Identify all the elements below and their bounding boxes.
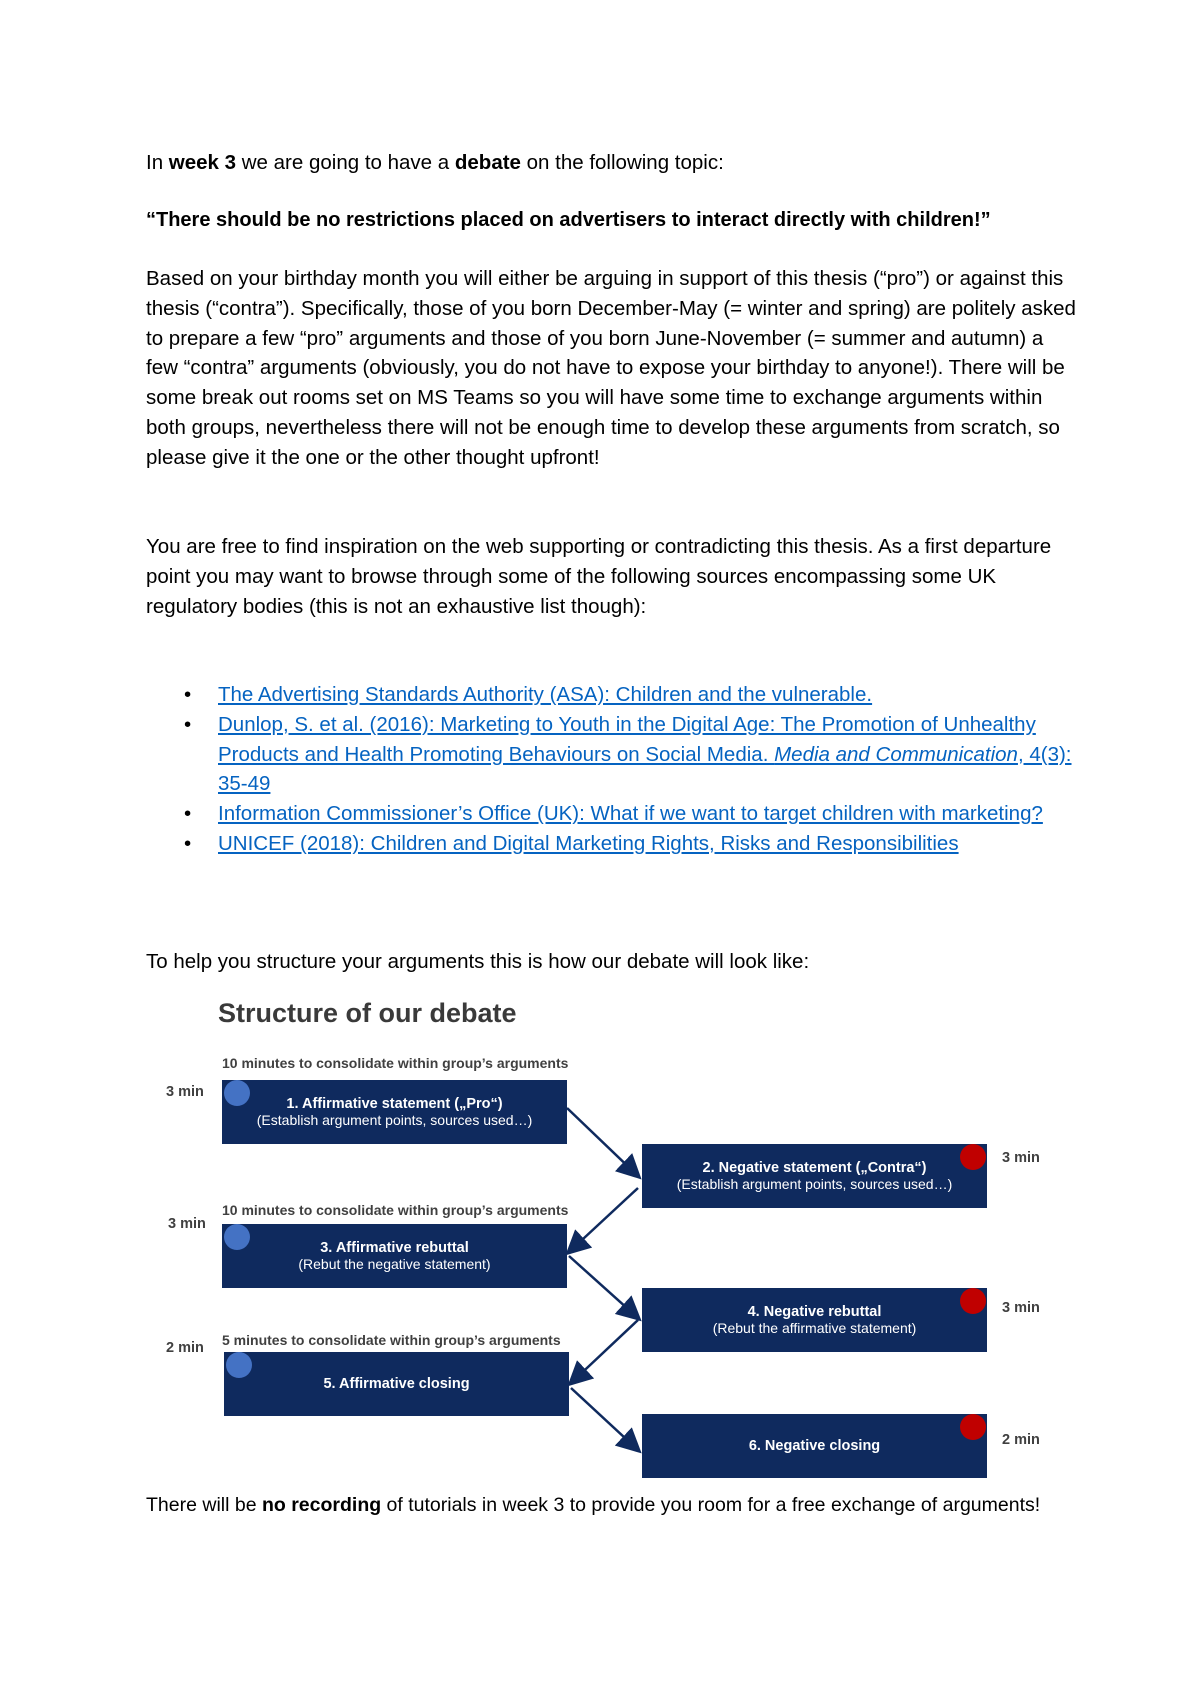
- step-3-title: 3. Affirmative rebuttal: [320, 1240, 469, 1256]
- contra-marker-icon: [960, 1288, 986, 1314]
- step-6-duration: 2 min: [1002, 1432, 1040, 1448]
- arrow-4-to-5: [571, 1320, 638, 1383]
- link-ico-text: Information Commissioner’s Office (UK): What if we want to target children with marketing?: [218, 802, 1043, 826]
- step-5-duration: 2 min: [166, 1340, 204, 1356]
- diagram-title: Structure of our debate: [218, 998, 517, 1028]
- structure-intro-paragraph: To help you structure your arguments this is how our debate will look like:: [146, 950, 810, 973]
- contra-marker-icon: [960, 1144, 986, 1170]
- list-item: [146, 680, 1076, 710]
- bullet-icon: •: [184, 712, 192, 736]
- intro-mid: we are going to have a: [236, 151, 455, 174]
- list-item: [146, 799, 1076, 829]
- arrow-3-to-4: [569, 1256, 638, 1318]
- step-5-title: 5. Affirmative closing: [323, 1376, 470, 1392]
- bullet-icon: •: [184, 802, 192, 826]
- step-3-duration: 3 min: [168, 1216, 206, 1232]
- step-6-title: 6. Negative closing: [748, 1438, 881, 1454]
- arrow-5-to-6: [571, 1388, 638, 1450]
- link-unicef-text: UNICEF (2018): Children and Digital Marketing Rights, Risks and Responsibilities: [218, 831, 959, 855]
- debate-thesis-quote: “There should be no restrictions placed on advertisers to interact directly with children!”: [146, 209, 991, 231]
- step-4-title: 4. Negative rebuttal: [747, 1304, 882, 1320]
- link-dunlop[interactable]: [218, 713, 1072, 796]
- step-1-title: 1. Affirmative statement („Pro“): [286, 1096, 503, 1112]
- bullet-icon: •: [184, 683, 192, 706]
- step-3-box: [222, 1224, 567, 1288]
- step-5-box: [224, 1352, 569, 1416]
- recording-pre: There will be: [146, 1494, 262, 1516]
- instructions-paragraph: Based on your birthday month you will either be arguing in support of this thesis (“pro”) or against this thesis (“contra”). Specifically, those of you born December-May (= winter and spring) are politely asked to prepare a few “pro” arguments and those of you born June-November (= summer and autumn) a few “contra” arguments (obviously, you do not have to expose your birthday to anyone!). There will be some break out rooms set on MS Teams so you will have some time to exchange arguments within both groups, nevertheless there will not be enough time to develop these arguments from scratch, so please give it the one or the other thought upfront!: [146, 267, 1076, 469]
- link-asa-text: The Advertising Standards Authority (ASA): Children and the vulnerable.: [218, 683, 873, 706]
- list-item: [146, 710, 1076, 799]
- step-2-box: [642, 1144, 987, 1208]
- intro-pre: In: [146, 151, 169, 174]
- intro-post: on the following topic:: [520, 151, 724, 174]
- step-2-subtitle: (Establish argument points, sources used…): [676, 1176, 953, 1192]
- step-1-box: [222, 1080, 567, 1144]
- recording-paragraph: [146, 1491, 1076, 1520]
- recording-bold: no recording: [261, 1494, 382, 1516]
- step-3-subtitle: (Rebut the negative statement): [298, 1256, 491, 1272]
- sources-intro-paragraph: You are free to find inspiration on the web supporting or contradicting this thesis. As a first departure point you may want to browse through some of the following sources encompassing some UK regulatory bodies (this is not an exhaustive list though):: [146, 535, 1052, 618]
- contra-marker-icon: [960, 1414, 986, 1440]
- link-dunlop-journal: Media and Communication: [774, 742, 1018, 766]
- step-1-subtitle: (Establish argument points, sources used…): [256, 1112, 533, 1128]
- step-4-subtitle: (Rebut the affirmative statement): [712, 1320, 917, 1336]
- list-item: [146, 829, 1076, 859]
- step-4-box: [642, 1288, 987, 1352]
- link-asa[interactable]: [218, 683, 872, 706]
- link-ico[interactable]: [218, 802, 1043, 825]
- link-dunlop-text: Dunlop, S. et al. (2016): Marketing to Youth in the Digital Age: The Promotion of Unhealthy Products and Health Promoting Behaviours on Social Media.: [218, 712, 1036, 766]
- consolidation-note: 10 minutes to consolidate within group’s arguments: [222, 1055, 569, 1071]
- link-unicef[interactable]: [218, 832, 959, 855]
- step-4-duration: 3 min: [1002, 1300, 1040, 1316]
- step-2-duration: 3 min: [1002, 1150, 1040, 1166]
- intro-paragraph: [146, 148, 1076, 178]
- pro-marker-icon: [224, 1080, 250, 1106]
- arrow-1-to-2: [567, 1108, 638, 1176]
- link-dunlop-tail: , 4(3): 35-49: [218, 742, 1072, 796]
- consolidation-note: 10 minutes to consolidate within group’s arguments: [222, 1202, 569, 1218]
- step-6-box: [642, 1414, 987, 1478]
- sources-list: [146, 680, 1076, 859]
- intro-week: week 3: [168, 151, 237, 174]
- arrow-2-to-3: [569, 1188, 638, 1252]
- recording-post: of tutorials in week 3 to provide you room for a free exchange of arguments!: [381, 1494, 1041, 1516]
- pro-marker-icon: [224, 1224, 250, 1250]
- consolidation-note: 5 minutes to consolidate within group’s arguments: [222, 1332, 561, 1348]
- step-2-title: 2. Negative statement („Contra“): [702, 1160, 927, 1176]
- intro-debate: debate: [454, 151, 521, 174]
- step-1-duration: 3 min: [166, 1084, 204, 1100]
- debate-structure-diagram: [160, 990, 1060, 1490]
- bullet-icon: •: [184, 831, 192, 855]
- pro-marker-icon: [226, 1352, 252, 1378]
